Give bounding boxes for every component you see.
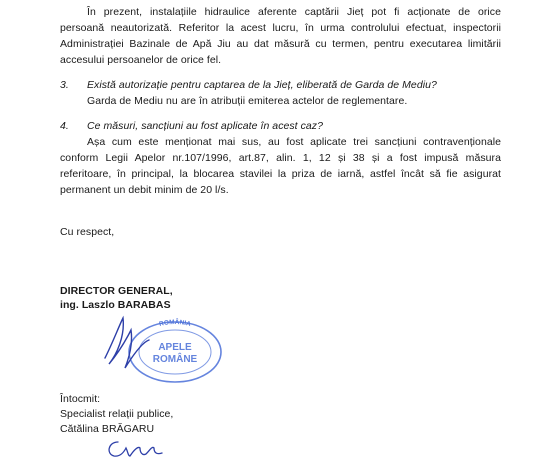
paragraph-1-line-1: În prezent, instalațiile hidraulice aferente captării Jieț pot fi acționate de orice bbox=[87, 6, 501, 18]
question-4-text: Ce măsuri, sancțiuni au fost aplicate în acest caz? bbox=[87, 120, 324, 132]
question-3-number: 3. bbox=[60, 79, 69, 91]
closing-text: Cu respect, bbox=[60, 226, 115, 238]
signatory-title: DIRECTOR GENERAL, bbox=[60, 285, 173, 297]
svg-text:ROMÂNIA bbox=[158, 317, 191, 328]
paragraph-1-line-4: accesului persoanelor de orice fel. bbox=[60, 54, 222, 66]
question-3-text: Există autorizație pentru captarea de la Jieț, eliberată de Garda de Mediu? bbox=[87, 79, 437, 91]
stamp-line-1: APELE bbox=[158, 342, 192, 353]
paragraph-1-line-3: Administrației Bazinale de Apă Jiu au dat măsură cu termen, pentru executarea limitării bbox=[60, 38, 501, 50]
prepared-by-role: Specialist relații publice, bbox=[60, 408, 174, 420]
official-stamp bbox=[115, 312, 235, 382]
question-4-answer-line-4: permanent un debit minim de 20 l/s. bbox=[60, 184, 229, 196]
signatory-name: ing. Laszlo BARABAS bbox=[60, 299, 171, 311]
stamp-line-2: ROMÂNE bbox=[152, 354, 198, 365]
question-4-answer-line-2: conform Legii Apelor nr.107/1996, art.87, alin. 1, 12 și 38 și a fost impusă măsura bbox=[60, 152, 501, 164]
question-4-answer-line-3: referitoare, în principal, la blocarea stavilei la priza de iarnă, astfel încât să fie asigurat bbox=[60, 168, 501, 180]
question-4-answer-line-1: Așa cum este menționat mai sus, au fost aplicate trei sancțiuni contravenționale bbox=[87, 136, 501, 148]
preparer-signature bbox=[104, 436, 174, 462]
paragraph-1-line-2: persoană neautorizată. Referitor la acest lucru, în urma controlului efectuat, inspectorii bbox=[60, 22, 501, 34]
question-3-answer: Garda de Mediu nu are în atribuții emiterea actelor de reglementare. bbox=[87, 95, 408, 107]
stamp-top-text: ROMÂNIA bbox=[158, 318, 192, 329]
question-4-number: 4. bbox=[60, 120, 69, 132]
prepared-by-label: Întocmit: bbox=[60, 393, 101, 405]
prepared-by-name: Cătălina BRĂGARU bbox=[60, 423, 155, 435]
